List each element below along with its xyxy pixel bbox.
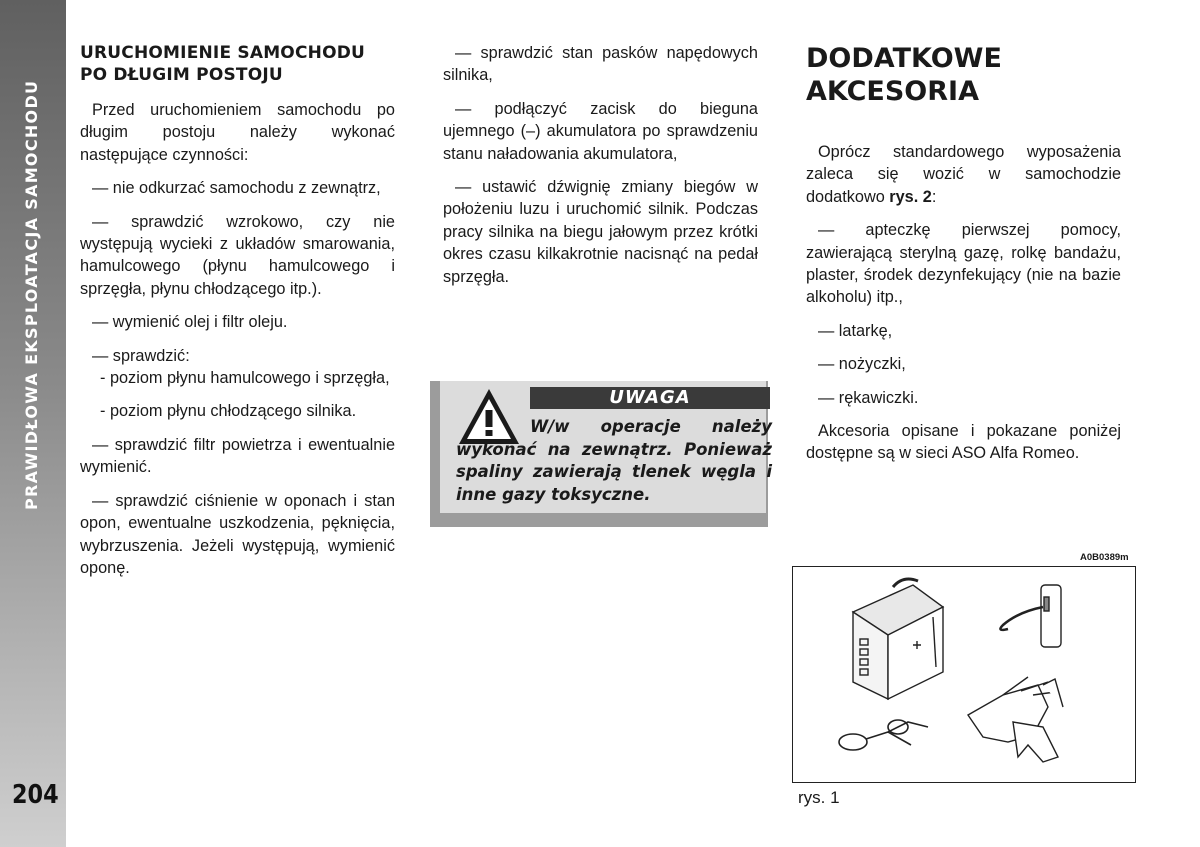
warning-body: W/w operacje należy wykonać na zewnątrz. Ponieważ spaliny zawierają tlenek węgla i inne gazy toksyczne.: [456, 417, 772, 504]
check-list: [80, 345, 395, 423]
section-title: PRAWIDŁOWA EKSPLOATACJA SAMOCHODU: [22, 79, 41, 510]
gloves-icon: [968, 677, 1063, 762]
list-item: — latarkę,: [818, 321, 893, 340]
heading-line: PO DŁUGIM POSTOJU: [80, 65, 283, 85]
list-item: — sprawdzić filtr powietrza i ewentualnie wymienić.: [80, 435, 395, 477]
figure-reference: rys. 2: [889, 187, 932, 206]
flashlight-icon: [1000, 585, 1061, 647]
accessories-figure: [792, 566, 1136, 783]
warning-title: UWAGA: [530, 387, 770, 409]
list-item: — nie odkurzać samochodu z zewnątrz,: [92, 179, 381, 198]
column-3: [806, 42, 1121, 476]
figure-caption: rys. 1: [798, 788, 840, 807]
list-item: — sprawdzić wzrokowo, czy nie występują wycieki z układów smarowania, hamulcowego (płynu hamulcowego i sprzęgła, płynu chłodzącego itp.).: [80, 212, 395, 298]
list-item: — wymienić olej i filtr oleju.: [92, 313, 288, 332]
list-item: — apteczkę pierwszej pomocy, zawierającą sterylną gazę, rolkę bandażu, plaster, środek dezynfekujący (nie na bazie alkoholu) itp.,: [806, 221, 1121, 307]
heading-line: URUCHOMIENIE SAMOCHODU: [80, 43, 366, 63]
list-item: — sprawdzić ciśnienie w oponach i stan opon, ewentualne uszkodzenia, pęknięcia, wybrzuszenia. Jeżeli występują, wymienić oponę.: [80, 491, 395, 577]
accessories-illustration: [793, 567, 1135, 782]
list-item: — ustawić dźwignię zmiany biegów w położeniu luzu i uruchomić silnik. Podczas pracy silnika na biegu jałowym przez krótki okres czasu kilkakrotnie nacisnąć na pedał sprzęgła.: [443, 178, 758, 286]
sidebar: [0, 0, 66, 847]
warning-box: [430, 381, 772, 527]
section-heading: [80, 42, 395, 86]
column-1: [80, 42, 395, 590]
warning-panel: [440, 381, 772, 513]
list-item: — rękawiczki.: [818, 388, 919, 407]
first-aid-kit-icon: [853, 579, 943, 699]
scissors-icon: [839, 720, 928, 750]
sub-item: - poziom płynu chłodzącego silnika.: [100, 402, 357, 421]
page-number: 204: [12, 780, 59, 810]
intro-paragraph: [806, 141, 1121, 208]
intro-end: :: [931, 187, 937, 206]
list-item: — podłączyć zacisk do bieguna ujemnego (–) akumulatora po sprawdzeniu stanu naładowania akumulatora,: [443, 99, 758, 163]
intro-paragraph: Przed uruchomieniem samochodu po długim postoju należy wykonać następujące czynności:: [80, 101, 395, 164]
heading-line: AKCESORIA: [806, 76, 979, 107]
figure-code: A0B0389m: [1080, 552, 1129, 563]
warning-text: [456, 416, 772, 506]
closing-paragraph: Akcesoria opisane i pokazane poniżej dostępne są w sieci ASO Alfa Romeo.: [806, 422, 1121, 463]
sub-item: - poziom płynu hamulcowego i sprzęgła,: [100, 369, 390, 388]
list-item: — sprawdzić stan pasków napędowych silnika,: [443, 44, 758, 85]
list-item: — sprawdzić:: [92, 346, 190, 365]
list-item: — nożyczki,: [818, 355, 906, 374]
column-2: [443, 42, 758, 299]
heading-line: DODATKOWE: [806, 43, 1002, 74]
section-heading: [806, 42, 1121, 108]
intro-text: Oprócz standardowego wyposażenia zaleca się wozić w samochodzie dodatkowo: [806, 143, 1121, 206]
